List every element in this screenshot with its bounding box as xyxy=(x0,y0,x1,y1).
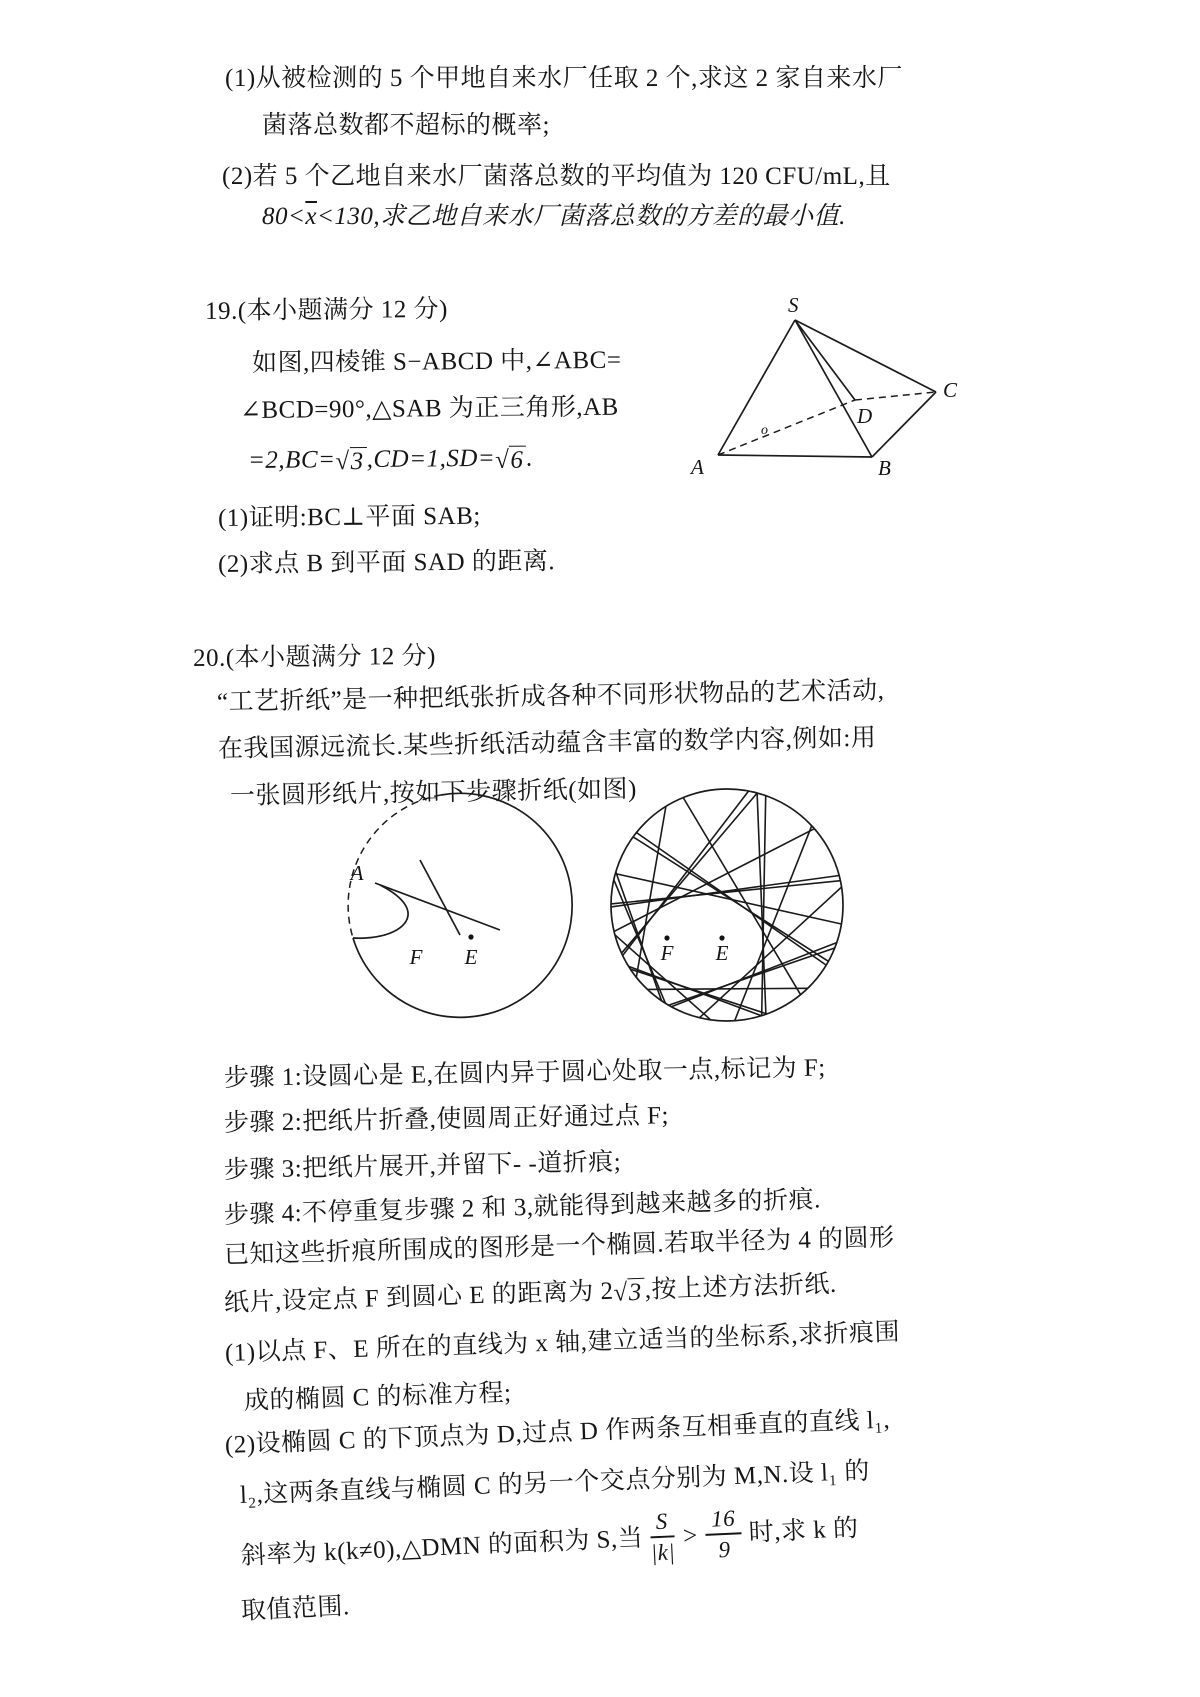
point-label-E: E xyxy=(464,945,478,969)
vertex-label-D: D xyxy=(857,404,873,428)
edge-SD xyxy=(795,320,855,400)
denominator: |k| xyxy=(650,1539,676,1566)
radical-icon: √ xyxy=(335,448,350,476)
q19-header: 19.(本小题满分 12 分) xyxy=(204,295,449,325)
fold-creases xyxy=(611,791,842,1021)
pyramid-figure xyxy=(635,268,975,493)
edge-DC-hidden xyxy=(855,392,936,400)
q20-line2: 在我国源远流长.某些折纸活动蕴含丰富的数学内容,例如:用 xyxy=(217,724,877,763)
q20-part2-line3 xyxy=(240,1500,860,1585)
q19-line1: 如图,四棱锥 S−ABCD 中,∠ABC= xyxy=(251,346,622,377)
radical-icon: √ xyxy=(613,1279,629,1307)
q19-part2: (2)求点 B 到平面 SAD 的距离. xyxy=(217,548,556,578)
edge-AD-hidden xyxy=(718,400,855,455)
q20-step2: 步骤 2:把纸片折叠,使圆周正好通过点 F; xyxy=(223,1102,670,1137)
q18-part1-line1: (1)从被检测的 5 个甲地自来水厂任取 2 个,求这 2 家自来水厂 xyxy=(225,65,903,92)
radicand: 3 xyxy=(350,447,367,476)
q20-step3: 步骤 3:把纸片展开,并留下- -道折痕; xyxy=(223,1148,622,1184)
numerator: S xyxy=(649,1508,674,1538)
q18-ineq-right: <130,求乙地自来水厂菌落总数的方差的最小值. xyxy=(316,203,846,230)
q20-line5-pre: 纸片,设定点 F 到圆心 E 的距离为 2 xyxy=(223,1277,614,1317)
point-label-E: E xyxy=(715,941,729,965)
q20-step1: 步骤 1:设圆心是 E,在圆内异于圆心处取一点,标记为 F; xyxy=(223,1054,826,1092)
vertex-label-A: A xyxy=(691,455,704,479)
q20-part2-line2: l₂,这两条直线与椭圆 C 的另一个交点分别为 M,N.设 l₁ 的 xyxy=(239,1457,871,1509)
vertex-label-S: S xyxy=(788,293,799,317)
edge-AB xyxy=(718,455,872,457)
folding-circle-figure xyxy=(305,788,605,1058)
xbar-symbol: $\overline{x}$ xyxy=(305,203,317,230)
q18-part2-line2 xyxy=(262,201,846,232)
center-point-E xyxy=(719,935,724,940)
vertex-label-B: B xyxy=(878,456,891,480)
vertex-label-C: C xyxy=(943,378,958,402)
sqrt6-expression xyxy=(495,446,526,475)
q19-eq-part2: ,CD=1,SD= xyxy=(366,444,496,473)
point-label-A: A xyxy=(350,861,364,885)
greater-than-sign: > xyxy=(680,1521,700,1550)
q20-line5-post: ,按上述方法折纸. xyxy=(644,1270,838,1304)
crease-line-2 xyxy=(420,860,460,935)
edge-BC xyxy=(872,392,936,457)
q20-part2-line1: (2)设椭圆 C 的下顶点为 D,过点 D 作两条互相垂直的直线 l₁, xyxy=(224,1406,891,1459)
q18-part1-line2: 菌落总数都不超标的概率; xyxy=(262,112,550,139)
q20-line10-post: 时,求 k 的 xyxy=(748,1514,860,1547)
q20-line1: “工艺折纸”是一种把纸张折成各种不同形状物品的艺术活动, xyxy=(216,677,885,716)
q20-header: 20.(本小题满分 12 分) xyxy=(192,642,437,672)
q20-line10-pre: 斜率为 k(k≠0),△DMN 的面积为 S,当 xyxy=(240,1524,644,1570)
radicand: 6 xyxy=(509,446,526,475)
edge-SA xyxy=(718,320,795,455)
sqrt3-expression xyxy=(335,447,366,476)
fraction-S-over-k xyxy=(649,1508,676,1566)
q18-part2-line1: (2)若 5 个乙地自来水厂菌落总数的平均值为 120 CFU/mL,且 xyxy=(222,163,891,190)
q18-ineq-left: 80< xyxy=(262,203,306,230)
denominator: 9 xyxy=(717,1537,732,1563)
point-label-F: F xyxy=(409,945,423,969)
q20-step4: 步骤 4:不停重复步骤 2 和 3,就能得到越来越多的折痕. xyxy=(223,1186,822,1229)
q20-part2-line4: 取值范围. xyxy=(240,1593,351,1625)
radical-icon: √ xyxy=(495,446,510,474)
focus-point-F xyxy=(664,935,669,940)
fraction-16-over-9 xyxy=(705,1505,744,1563)
q19-line2: ∠BCD=90°,△SAB 为正三角形,AB xyxy=(239,393,619,424)
crease-line-1 xyxy=(375,883,500,930)
q20-part1-line2: 成的椭圆 C 的标准方程; xyxy=(243,1379,512,1415)
crease-envelope-figure xyxy=(595,780,895,1065)
q19-eq-end: . xyxy=(526,444,534,472)
radicand: 3 xyxy=(627,1278,645,1307)
q20-line5 xyxy=(224,1269,838,1320)
mark-o: o xyxy=(761,423,768,438)
center-point-E xyxy=(468,934,473,939)
numerator: 16 xyxy=(705,1505,742,1536)
q20-line4: 已知这些折痕所围成的图形是一个椭圆.若取半径为 4 的圆形 xyxy=(223,1224,895,1269)
circle-solid-arc xyxy=(353,793,572,1017)
q19-eq-part1: =2,BC= xyxy=(247,446,336,474)
q19-line3 xyxy=(248,443,533,477)
point-label-F: F xyxy=(660,941,674,965)
q20-line3: 一张圆形纸片,按如下步骤折纸(如图) xyxy=(229,775,638,810)
q20-part1-line1: (1)以点 F、E 所在的直线为 x 轴,建立适当的坐标系,求折痕围 xyxy=(224,1318,901,1367)
sqrt3-expression xyxy=(613,1278,645,1307)
paper-circle xyxy=(611,789,843,1021)
q19-part1: (1)证明:BC⊥平面 SAB; xyxy=(217,502,481,532)
